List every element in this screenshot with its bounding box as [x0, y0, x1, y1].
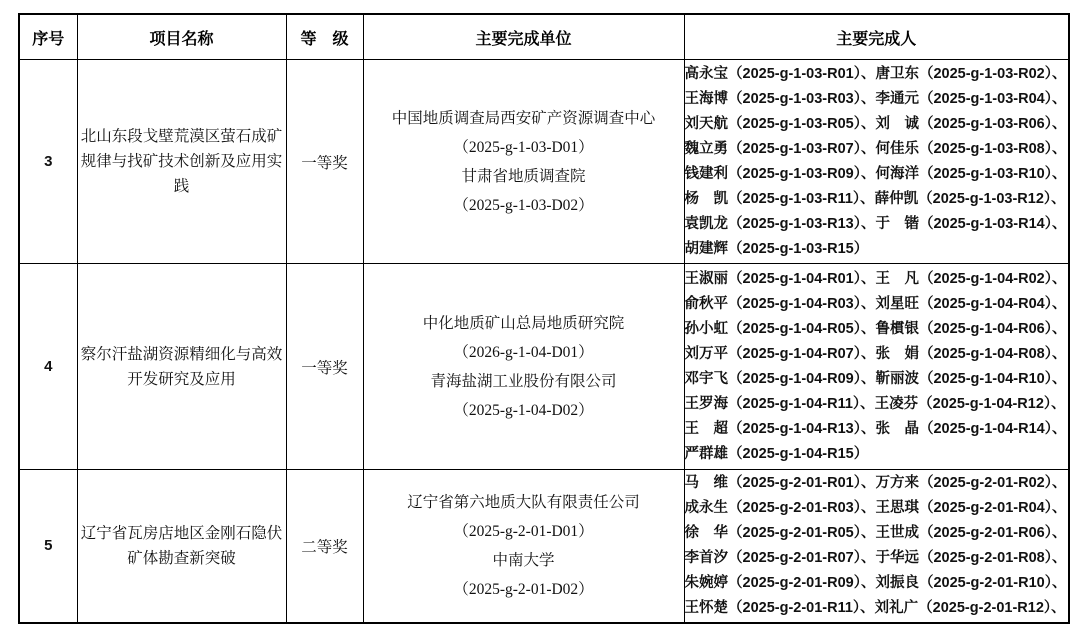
- people-line: 魏立勇（2025-g-1-03-R07）、何佳乐（2025-g-1-03-R08）、: [684, 140, 1067, 157]
- header-main-units: 主要完成单位: [363, 14, 684, 60]
- people-cell: [684, 264, 1069, 470]
- award-table: [18, 13, 1070, 624]
- unit-code-line: （2025-g-2-01-D01）: [453, 522, 594, 540]
- people-line: 成永生（2025-g-2-01-R03）、王思琪（2025-g-2-01-R04）、: [684, 499, 1067, 516]
- unit-code-line: （2026-g-1-04-D01）: [453, 343, 594, 361]
- people-line: 孙小虹（2025-g-1-04-R05）、鲁樌银（2025-g-1-04-R06）、: [684, 320, 1067, 337]
- people-line: 王 超（2025-g-1-04-R13）、张 晶（2025-g-1-04-R14）、: [684, 420, 1067, 437]
- people-line: 严群雄（2025-g-1-04-R15）: [684, 445, 869, 462]
- unit-code-line: （2025-g-2-01-D02）: [453, 580, 594, 598]
- people-line: 王淑丽（2025-g-1-04-R01）、王 凡（2025-g-1-04-R02）、: [684, 270, 1067, 287]
- unit-code-line: （2025-g-1-03-D01）: [453, 138, 594, 156]
- header-project-name: 项目名称: [77, 14, 286, 60]
- table-row: [19, 264, 1069, 470]
- people-line: 王罗海（2025-g-1-04-R11）、王凌芬（2025-g-1-04-R12）、: [684, 395, 1066, 412]
- table-row: [19, 60, 1069, 264]
- people-line: 钱建利（2025-g-1-03-R09）、何海洋（2025-g-1-03-R10）、: [684, 165, 1067, 182]
- people-line: 李首汐（2025-g-2-01-R07）、于华远（2025-g-2-01-R08）、: [684, 549, 1067, 566]
- people-line: 刘万平（2025-g-1-04-R07）、张 娟（2025-g-1-04-R08）、: [684, 345, 1067, 362]
- units-cell: [363, 470, 684, 623]
- people-line: 高永宝（2025-g-1-03-R01）、唐卫东（2025-g-1-03-R02）、: [684, 65, 1067, 82]
- people-line: 朱婉婷（2025-g-2-01-R09）、刘振良（2025-g-2-01-R10）、: [684, 574, 1067, 591]
- people-cell: [684, 60, 1069, 264]
- people-line: 刘天航（2025-g-1-03-R05）、刘 诚（2025-g-1-03-R06）、: [684, 115, 1067, 132]
- header-grade: 等 级: [286, 14, 363, 60]
- unit-line: 青海盐湖工业股份有限公司: [430, 372, 617, 390]
- people-line: 邓宇飞（2025-g-1-04-R09）、靳丽波（2025-g-1-04-R10）、: [684, 370, 1067, 387]
- people-line: 王海博（2025-g-1-03-R03）、李通元（2025-g-1-03-R04）、: [684, 90, 1067, 107]
- project-cell: 辽宁省瓦房店地区金刚石隐伏矿体勘查新突破: [77, 470, 286, 623]
- people-line: 俞秋平（2025-g-1-04-R03）、刘星旺（2025-g-1-04-R04）、: [684, 295, 1067, 312]
- serial-cell: 3: [19, 60, 77, 264]
- units-cell: [363, 60, 684, 264]
- units-cell: [363, 264, 684, 470]
- table-header-row: [19, 14, 1069, 60]
- people-line: 王怀楚（2025-g-2-01-R11）、刘礼广（2025-g-2-01-R12）、: [684, 599, 1066, 616]
- grade-cell: 二等奖: [286, 470, 363, 623]
- unit-code-line: （2025-g-1-04-D02）: [453, 401, 594, 419]
- header-serial: 序号: [19, 14, 77, 60]
- table-row: [19, 470, 1069, 623]
- header-main-people: 主要完成人: [684, 14, 1069, 60]
- grade-cell: 一等奖: [286, 60, 363, 264]
- serial-cell: 4: [19, 264, 77, 470]
- grade-cell: 一等奖: [286, 264, 363, 470]
- unit-line: 中南大学: [492, 551, 555, 569]
- people-cell: [684, 470, 1069, 623]
- people-line: 杨 凯（2025-g-1-03-R11）、薛仲凯（2025-g-1-03-R12）、: [684, 190, 1066, 207]
- unit-line: 中化地质矿山总局地质研究院: [422, 314, 625, 332]
- unit-code-line: （2025-g-1-03-D02）: [453, 196, 594, 214]
- project-cell: 北山东段戈壁荒漠区萤石成矿规律与找矿技术创新及应用实践: [77, 60, 286, 264]
- people-line: 马 维（2025-g-2-01-R01）、万方来（2025-g-2-01-R02）、: [684, 474, 1067, 491]
- unit-line: 甘肃省地质调查院: [461, 167, 586, 185]
- unit-line: 辽宁省第六地质大队有限责任公司: [407, 493, 640, 511]
- people-line: 胡建辉（2025-g-1-03-R15）: [684, 240, 869, 257]
- serial-cell: 5: [19, 470, 77, 623]
- unit-line: 中国地质调查局西安矿产资源调查中心: [391, 109, 656, 127]
- people-line: 袁凯龙（2025-g-1-03-R13）、于 锴（2025-g-1-03-R14）、: [684, 215, 1067, 232]
- people-line: 徐 华（2025-g-2-01-R05）、王世成（2025-g-2-01-R06）、: [684, 524, 1067, 541]
- project-cell: 察尔汗盐湖资源精细化与高效开发研究及应用: [77, 264, 286, 470]
